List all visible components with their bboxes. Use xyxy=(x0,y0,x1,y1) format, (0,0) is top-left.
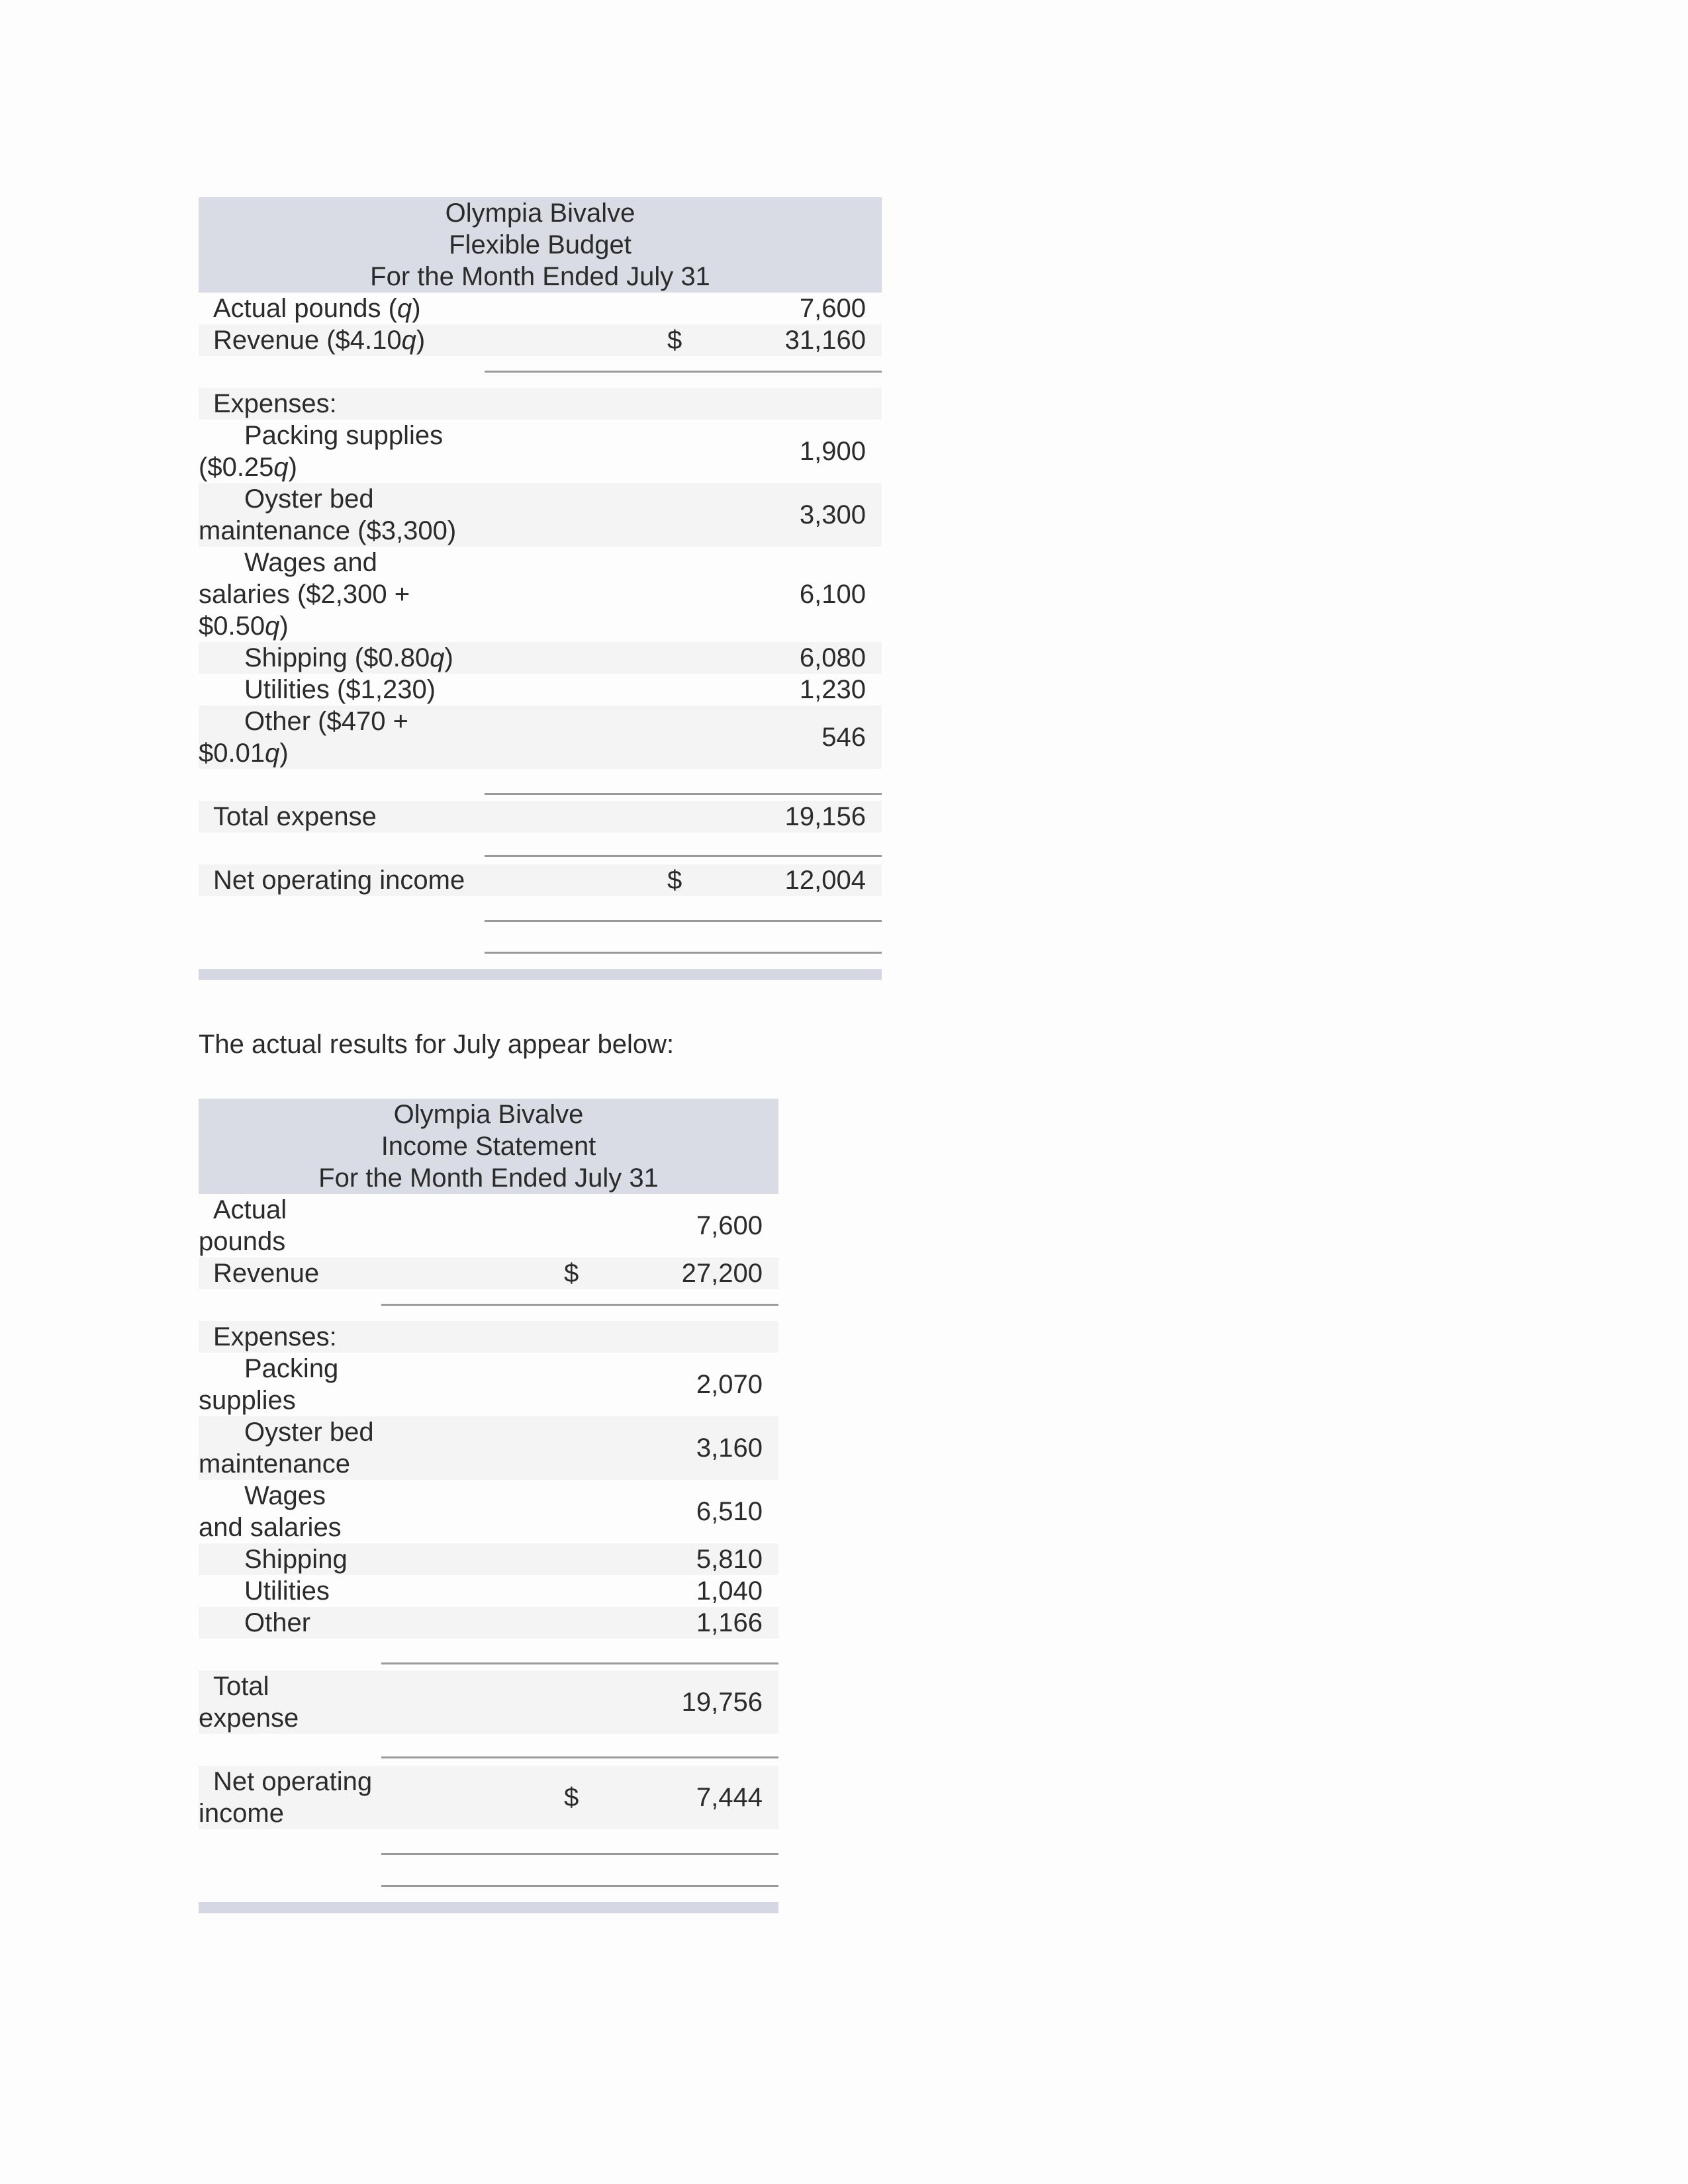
expense-label: Oyster bed maintenance ($3,300) xyxy=(199,484,457,545)
expense-row xyxy=(199,642,882,674)
expense-label: Utilities xyxy=(244,1576,330,1606)
net-income-currency: $ xyxy=(564,1783,579,1812)
expense-label: Other ($470 + $0.01q) xyxy=(199,707,408,768)
flexible-budget-header xyxy=(199,197,882,293)
revenue-value: 31,160 xyxy=(784,326,866,355)
double-underline xyxy=(381,1853,778,1855)
report-title: Income Statement xyxy=(381,1132,596,1161)
expense-label: Packing supplies xyxy=(199,1354,339,1415)
total-expense-value: 19,156 xyxy=(784,802,866,831)
expenses-heading: Expenses: xyxy=(213,389,337,418)
expense-row xyxy=(199,1575,778,1607)
expense-label: Oyster bed maintenance xyxy=(199,1418,374,1479)
company-name: Olympia Bivalve xyxy=(393,1100,584,1129)
total-expense-label: Total expense xyxy=(213,802,377,831)
total-expense-row xyxy=(199,1670,778,1734)
flexible-budget-table xyxy=(199,197,882,991)
table-footer-bar xyxy=(199,969,882,980)
net-income-label: Net operating income xyxy=(199,1767,373,1828)
report-period: For the Month Ended July 31 xyxy=(318,1163,659,1193)
expense-row xyxy=(199,1543,778,1575)
expense-label: Shipping xyxy=(244,1545,348,1574)
company-name: Olympia Bivalve xyxy=(445,199,635,228)
revenue-label: Revenue ($4.10q) xyxy=(213,326,426,355)
expense-value: 1,900 xyxy=(799,437,866,466)
report-period: For the Month Ended July 31 xyxy=(370,262,710,291)
expense-label: Wages and salaries xyxy=(199,1481,342,1542)
expense-value: 5,810 xyxy=(696,1545,763,1574)
actual-pounds-label: Actual pounds (q) xyxy=(213,294,421,323)
income-statement-table xyxy=(199,1099,778,1925)
expense-label: Other xyxy=(244,1608,311,1637)
expense-value: 2,070 xyxy=(696,1370,763,1399)
expense-value: 3,300 xyxy=(799,500,866,529)
expense-row xyxy=(199,705,882,769)
revenue-label: Revenue xyxy=(213,1259,320,1288)
revenue-currency: $ xyxy=(667,326,682,355)
expense-value: 546 xyxy=(821,723,866,752)
expense-row xyxy=(199,1480,778,1543)
actual-pounds-label: Actual pounds xyxy=(199,1195,287,1256)
net-income-row xyxy=(199,864,882,896)
net-income-currency: $ xyxy=(667,866,682,895)
revenue-currency: $ xyxy=(564,1259,579,1288)
expense-label: Utilities ($1,230) xyxy=(244,675,436,704)
expenses-heading: Expenses: xyxy=(213,1322,337,1351)
net-income-value: 7,444 xyxy=(696,1783,763,1812)
revenue-row xyxy=(199,324,882,356)
expense-label: Wages and salaries ($2,300 + $0.50q) xyxy=(199,548,410,641)
actual-pounds-value: 7,600 xyxy=(799,294,866,323)
expense-label: Shipping ($0.80q) xyxy=(244,643,453,672)
total-expense-label: Total expense xyxy=(199,1672,299,1733)
double-underline xyxy=(485,920,882,922)
expense-value: 1,230 xyxy=(799,675,866,704)
table-footer-bar xyxy=(199,1902,778,1913)
actual-pounds-row xyxy=(199,293,882,324)
expense-row xyxy=(199,674,882,705)
actual-pounds-value: 7,600 xyxy=(696,1211,763,1240)
net-income-row xyxy=(199,1766,778,1829)
expense-value: 6,080 xyxy=(799,643,866,672)
income-statement-header xyxy=(199,1099,778,1194)
expense-row xyxy=(199,483,882,547)
net-income-value: 12,004 xyxy=(784,866,866,895)
expense-value: 6,510 xyxy=(696,1497,763,1526)
expense-value: 1,040 xyxy=(696,1576,763,1606)
expense-label: Packing supplies ($0.25q) xyxy=(199,421,444,482)
actual-results-note: The actual results for July appear below: xyxy=(199,1030,675,1059)
expense-value: 1,166 xyxy=(696,1608,763,1637)
expense-row xyxy=(199,1416,778,1480)
expense-row xyxy=(199,1353,778,1416)
revenue-value: 27,200 xyxy=(681,1259,763,1288)
expenses-heading-row xyxy=(199,1321,778,1353)
revenue-row xyxy=(199,1257,778,1289)
report-title: Flexible Budget xyxy=(449,230,632,259)
total-expense-value: 19,756 xyxy=(681,1688,763,1717)
expense-value: 6,100 xyxy=(799,580,866,609)
expense-row xyxy=(199,547,882,642)
expense-row xyxy=(199,420,882,483)
expense-row xyxy=(199,1607,778,1639)
actual-pounds-row xyxy=(199,1194,778,1257)
expenses-heading-row xyxy=(199,388,882,420)
expense-value: 3,160 xyxy=(696,1433,763,1463)
net-income-label: Net operating income xyxy=(213,866,465,895)
total-expense-row xyxy=(199,801,882,833)
